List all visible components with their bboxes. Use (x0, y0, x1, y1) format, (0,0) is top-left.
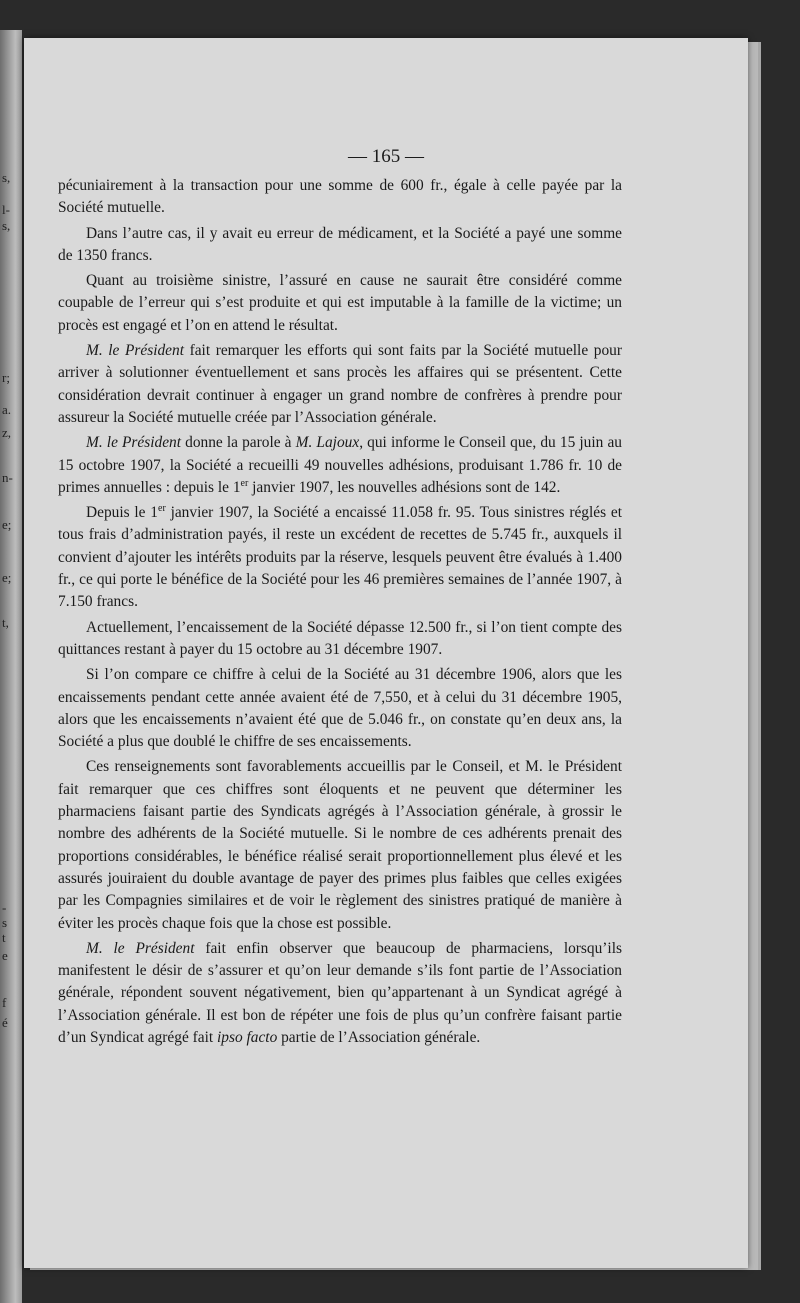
italic-text: ipso facto (216, 1028, 278, 1046)
previous-page-fragment: r; (2, 370, 10, 385)
italic-text: M. le Président (86, 939, 195, 957)
superscript: er (240, 477, 249, 489)
text-run: partie de l’Association générale. (277, 1028, 481, 1046)
previous-page-fragment: s, (2, 218, 11, 233)
previous-page-fragment: t (2, 930, 6, 945)
italic-text: M. le Président (86, 342, 184, 360)
previous-page-fragment: e (2, 948, 8, 963)
page-body (58, 175, 622, 1052)
previous-page-fragment: e; (2, 570, 12, 585)
text-run: Ces renseignements sont favorablements accueillis par le Conseil, et M. le Président fait remarquer que ces chiffres sont éloquents et ne peuvent que déterminer les pharmaciens faisant partie des Syndicats agrégés à l’Association générale, à grossir le nombre des adhérents de la Société mutuelle. Si le nombre de ces adhérents prenait des proportions considérables, le bénéfice réalisé serait proportionnellement plus élevé et les assurés jouiraient du double avantage de payer des primes plus faibles que celles exigées par les Compagnies similaires et de voir le règlement des sinistres pratiqué de manière à éviter les procès chaque fois que la chose est possible. (58, 758, 622, 932)
text-run: Depuis le 1 (86, 504, 158, 522)
text-run: Dans l’autre cas, il y avait eu erreur de médicament, et la Société a payé une somme de 1350 francs. (58, 224, 622, 264)
text-run: fait remarquer les efforts qui sont faits par la Société mutuelle pour arriver à solutionner éventuellement et sans procès les affaires qui se présentent. Cette considération devrait continuer à engager un grand nombre de confrères à prendre pour assureur la Société mutuelle créée par l’Association générale. (58, 342, 622, 426)
text-run: Actuellement, l’encaissement de la Société dépasse 12.500 fr., si l’on tient compte des quittances restant à payer du 15 octobre au 31 décembre 1907. (58, 618, 622, 658)
previous-page-fragment: n- (2, 470, 13, 485)
previous-page-fragment: s (2, 915, 8, 930)
text-run: donne la parole à (181, 434, 296, 452)
previous-page-fragment: f (2, 995, 7, 1010)
previous-page-edge (0, 30, 22, 1303)
paragraph (58, 270, 622, 337)
paragraph (58, 938, 622, 1049)
previous-page-fragment: l- (2, 202, 10, 217)
italic-text: M. Lajoux (295, 434, 360, 452)
paragraph (58, 502, 622, 613)
paragraph (58, 756, 622, 934)
text-run: janvier 1907, les nouvelles adhésions sont de 142. (248, 478, 561, 496)
previous-page-fragment: - (2, 900, 7, 915)
book-page (24, 38, 748, 1268)
paragraph (58, 664, 622, 753)
paragraph (58, 340, 622, 429)
paragraph (58, 617, 622, 662)
page-number: — 165 — (348, 146, 424, 167)
text-run: , qui informe le Conseil que, du 15 juin au 15 octobre 1907, la Société a recueilli 49 nouvelles adhésions, produisant 1.786 fr. 10 de primes annuelles : depuis le 1 (58, 434, 622, 496)
previous-page-fragment: a. (2, 402, 12, 417)
previous-page-fragment: s, (2, 170, 11, 185)
text-run: Quant au troisième sinistre, l’assuré en cause ne saurait être considéré comme coupable de l’erreur qui s’est produite et qui est imputable à la famille de la victime; un procès est engagé et l’on en attend le résultat. (58, 272, 622, 334)
italic-text: M. le Président (86, 434, 182, 452)
text-run: pécuniairement à la transaction pour une somme de 600 fr., égale à celle payée par la Société mutuelle. (58, 177, 622, 217)
previous-page-fragment: e; (2, 517, 12, 532)
previous-page-fragment: t, (2, 615, 9, 630)
text-run: janvier 1907, la Société a encaissé 11.058 fr. 95. Tous sinistres réglés et tous frais d’administration payés, il reste un excédent de recettes de 5.745 fr., auxquels il convient d’ajouter les intérêts produits par la réserve, lesquels peuvent être évalués à 1.400 fr., ce qui porte le bénéfice de la Société pour les 46 premières semaines de l’année 1907, à 7.150 francs. (58, 504, 622, 611)
text-run: fait enfin observer que beaucoup de pharmaciens, lorsqu’ils manifestent le désir de s’assurer et qu’on leur demande s’ils font partie de l’Association générale, répondent souvent négativement, bien qu’appartenant à un Syndicat agrégé à l’Association générale. Il est bon de répéter une fois de plus qu’un confrère faisant partie d’un Syndicat agrégé fait (58, 939, 622, 1046)
text-run: Si l’on compare ce chiffre à celui de la Société au 31 décembre 1906, alors que les encaissements pendant cette année avaient été de 7,550, et à celui du 31 décembre 1905, alors que les encaissements n’avaient été que de 5.046 fr., on constate qu’en deux ans, la Société a plus que doublé le chiffre de ses encaissements. (58, 666, 622, 751)
paragraph (58, 223, 622, 268)
previous-page-fragment: z, (2, 425, 12, 440)
superscript: er (158, 503, 166, 515)
previous-page-fragment: é (2, 1015, 8, 1030)
paragraph (58, 175, 622, 220)
paragraph (58, 432, 622, 499)
